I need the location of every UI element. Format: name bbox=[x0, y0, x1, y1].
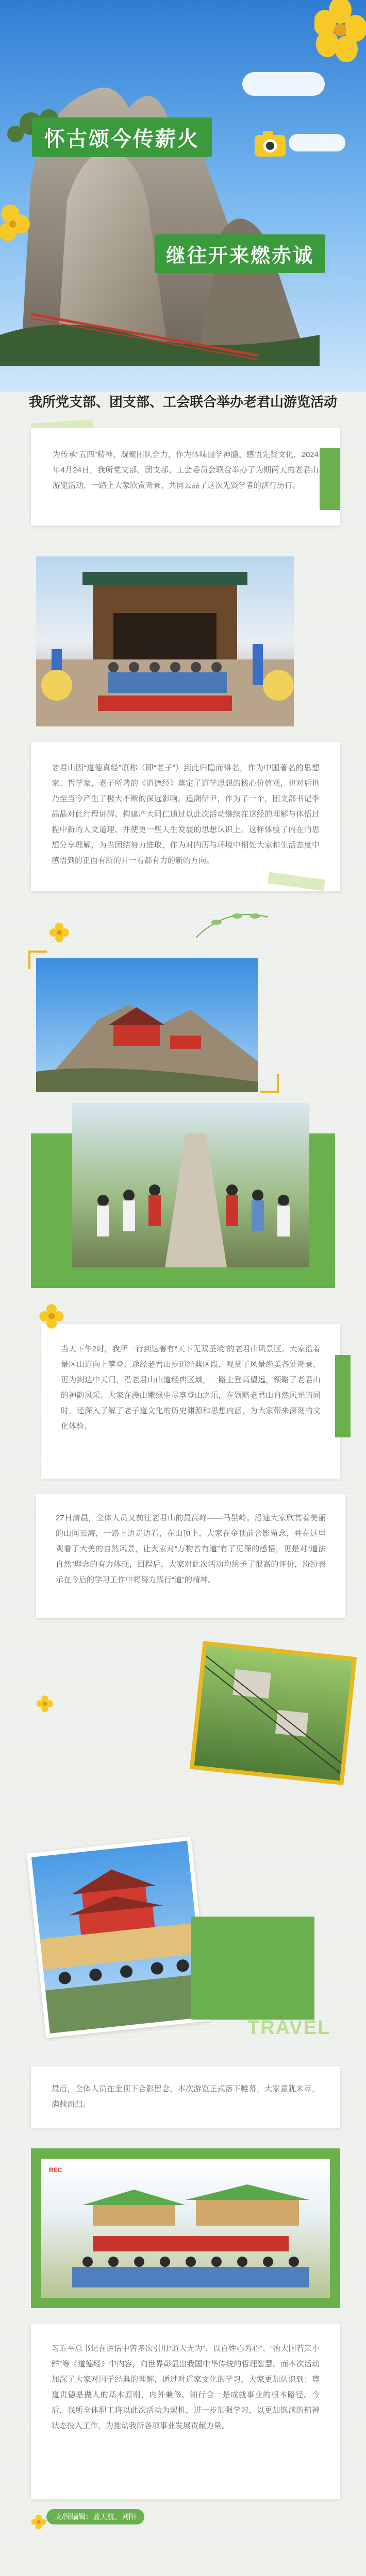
cable-car-photo bbox=[190, 1641, 357, 1785]
flower-icon bbox=[49, 922, 70, 943]
finale-note bbox=[31, 2066, 340, 2128]
finale-paragraph: 最后，全体人员在金顶下合影留念，本次游览正式落下帷幕，大家意犹未尽，满载而归。 bbox=[52, 2084, 320, 2109]
travel-label: TRAVEL bbox=[247, 2017, 331, 2039]
history-note bbox=[31, 742, 340, 891]
page-title: 我所党支部、团支部、工会联合举办老君山游览活动 bbox=[28, 394, 337, 410]
hero-title-line1: 怀古颂今传薪火 bbox=[32, 117, 212, 157]
flower-icon bbox=[31, 2514, 46, 2530]
day2-paragraph: 27日清晨，全体人员又前往老君山的最高峰——马鬃岭。沿途大家欣赏着美丽的山间云海，一路上边走边看，在山顶上，大家在金顶前合影留念，并在这里观看了大美的自然风景，让大家对“万物皆有道”有了更深的感悟，更是对“道法自然”理念的有力体现，回程后，大家对此次活动均给予了很高的评价，纷纷表示在今后的学习工作中将努力践行“道”的精神。 bbox=[56, 1514, 326, 1584]
camera-icon bbox=[253, 129, 289, 160]
mountain-illustration bbox=[0, 46, 320, 366]
summary-paragraph: 习近平总书记在讲话中曾多次引用“道人无为”、以百姓心为心”、“治大国若烹小鲜”等《道德经》中内容，向世界彰显出我国中华传统的哲理智慧。而本次活动加深了大家对国学经典的理解，通过对道家文化的学习，大家更加认识到：尊道贵德是做人的基本原则，内外兼修、知行合一是成就事业的根本路径。今后，我所全体职工将以此次活动为契机，进一步加强学习，以更加饱满的精神状态投入工作，为推动我所各项事业发展贡献力量。 bbox=[52, 2344, 320, 2430]
rec-label: REC bbox=[49, 2166, 62, 2174]
history-paragraph: 老君山因“道德真经”原称（即“老子”）到此归隐而得名，作为中国著名的思想家、哲学家，老子所著的《道德经》奠定了道学思想的核心价值观，也对后世乃至当今产生了极大不断的深远影响。追溯伊尹，作为了一个，团支部书记李晶晶对此行程讲解、构建产大同仁通过以此次活动继续在这经的理解与体悟过程中新的人文道理、并使更一些人生发展的思想认识上。这样体验了内在的思想分享理解，为当团结努力进取，作为对内历与环境中相处大家和生活态度中感悟到的正面有所的开一看都有力的新的方向。 bbox=[52, 764, 320, 865]
green-accent bbox=[335, 1355, 351, 1437]
editor-badge: 文/图编辑：蓝天航、刘阳 bbox=[46, 2509, 144, 2524]
frame-corner bbox=[28, 951, 47, 969]
vine-icon bbox=[196, 902, 268, 943]
temple-peak-photo bbox=[36, 958, 258, 1092]
flower-icon bbox=[39, 1303, 64, 1329]
summary-note bbox=[31, 2324, 340, 2499]
hero-banner bbox=[0, 0, 366, 392]
flower-icon bbox=[314, 0, 366, 62]
group-photo-gate bbox=[36, 556, 294, 726]
green-accent bbox=[191, 1917, 314, 2020]
flower-icon bbox=[0, 201, 36, 247]
summit-group-photo bbox=[41, 2159, 330, 2298]
day2-note bbox=[36, 1494, 345, 1618]
pagoda-photo bbox=[27, 1836, 210, 2038]
day1-paragraph: 当天下午2时，我所一行到达著有“天下无双圣境”的老君山风景区。大家沿着景区山道向上攀登，途经老君山步道经典区段，观赏了风景绝美各处奇景，更为到达中天门，沿老君山山道经典区域，一路上登高望远，领略了老君山的神韵风采。大家在漫山嫩绿中尽享登山之乐，在领略老君山自然风光的同时，还深入了解了老子道文化的历史渊源和思想内涵，为大家带来深刻的文化体验。 bbox=[61, 1345, 321, 1431]
flower-icon bbox=[36, 1695, 54, 1713]
intro-note bbox=[31, 428, 340, 526]
green-accent bbox=[320, 448, 340, 510]
intro-paragraph: 为传承“五四”精神，凝聚团队合力，作为体味国学神髓、感悟先贤文化，2024年4月24日，我所党支部、团支部、工会委员会联合举办了为期两天的老君山游览活动，一路上大家欣赏奇景、共同去品了这次先贤学者的济行历行。 bbox=[53, 450, 319, 490]
hero-title-line2: 继往开来燃赤诚 bbox=[155, 234, 325, 273]
frame-corner bbox=[260, 1074, 279, 1093]
day1-note bbox=[41, 1324, 340, 1479]
group-path-photo bbox=[72, 1103, 309, 1267]
